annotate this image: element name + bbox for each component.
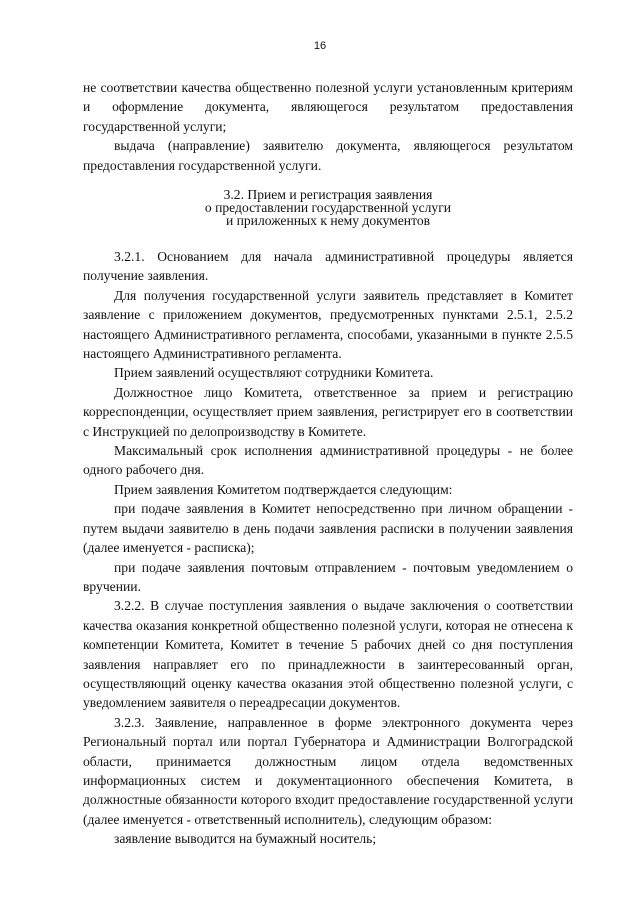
paragraph: при подаче заявления почтовым отправлением - почтовым уведомлением о вручении.: [83, 559, 573, 594]
paragraph: заявление выводится на бумажный носитель;: [114, 831, 377, 847]
paragraph: Прием заявления Комитетом подтверждается следующим:: [114, 481, 453, 497]
paragraph: 3.2.3. Заявление, направленное в форме электронного документа через Региональный портал или портал Губернатора и Администрации Волгоградской области, принимается должностным лицом отдела ведомственных информационных систем и документационного обеспечения Комитета, в должностные обязанности которого входит предоставление государственной услуги (далее именуется - ответственный исполнитель), следующим образом:: [83, 714, 573, 827]
paragraph: не соответствии качества общественно полезной услуги установленным критериям и оформление документа, являющегося результатом предоставления государственной услуги;: [83, 80, 573, 134]
paragraph: Максимальный срок исполнения административной процедуры - не более одного рабочего дня.: [83, 443, 573, 478]
section-heading: [83, 188, 573, 227]
paragraph: при подаче заявления в Комитет непосредственно при личном обращении - путем выдачи заявителю в день подачи заявления расписки в получении заявления (далее именуется - расписка);: [83, 501, 573, 556]
section-heading-line: 3.2. Прием и регистрация заявления: [223, 187, 433, 202]
paragraph: Прием заявлений осуществляют сотрудники Комитета.: [114, 365, 434, 381]
paragraph: 3.2.2. В случае поступления заявления о выдаче заключения о соответствии качества оказания конкретной общественно полезной услуги, которая не отнесена к компетенции Комитета, Комитет в течение 5 рабочих дней со дня поступления заявления направляет его по принадлежности в заинтересованный орган, осуществляющий оценку качества оказания этой общественно полезной услуги, с уведомлением заявителя о переадресации документов.: [83, 598, 573, 711]
page-number: 16: [313, 40, 327, 52]
section-heading-line: о предоставлении государственной услуги: [204, 200, 452, 215]
section-body: [83, 247, 573, 849]
paragraph: Для получения государственной услуги заявитель представляет в Комитет заявление с приложением документов, предусмотренных пунктами 2.5.1, 2.5.2 настоящего Административного регламента, способами, указанными в пункте 2.5.5 настоящего Административного регламента.: [83, 287, 573, 362]
paragraph: выдача (направление) заявителю документа, являющегося результатом предоставления государственной услуги.: [83, 138, 573, 173]
paragraph: 3.2.1. Основанием для начала административной процедуры является получение заявления.: [83, 249, 573, 284]
intro-text: [83, 78, 573, 175]
paragraph: Должностное лицо Комитета, ответственное за прием и регистрацию корреспонденции, осуществляет прием заявления, регистрирует его в соответствии с Инструкцией по делопроизводству в Комитете.: [83, 384, 573, 439]
section-heading-line: и приложенных к нему документов: [225, 213, 431, 228]
